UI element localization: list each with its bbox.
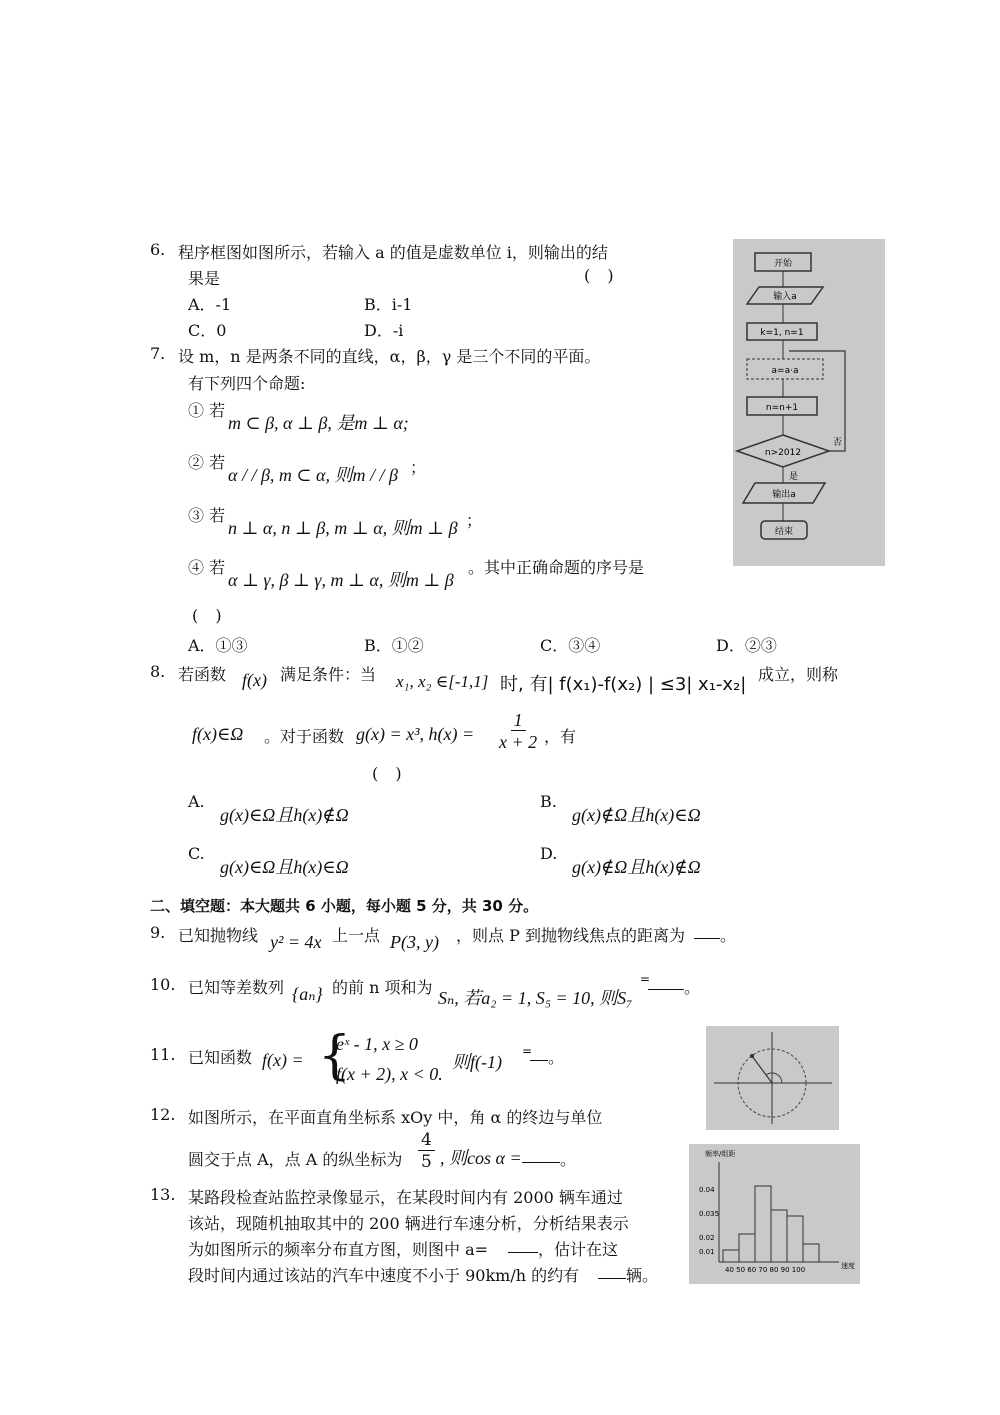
q7-prop4-expr: α ⊥ γ, β ⊥ γ, m ⊥ α, 则m ⊥ β (228, 570, 454, 590)
q7-prop3-end: ； (466, 511, 483, 530)
q11-equals: = (522, 1044, 533, 1058)
q13-line3a: 为如图所示的频率分布直方图，则图中 a= (188, 1240, 489, 1259)
q7-prop2-expr: α / / β, m ⊂ α, 则m / / β (228, 465, 398, 485)
flow-condition-label: n>2012 (764, 448, 802, 458)
q9-point: P(3, y) (390, 932, 439, 952)
q8-number: 8. (150, 662, 166, 681)
q8-functions: g(x) = x³, h(x) = (356, 724, 475, 744)
flow-end-label: 结束 (774, 527, 794, 537)
q13-line4b: 辆。 (626, 1266, 659, 1285)
q6-option-b: B．i-1 (364, 295, 413, 314)
q8-fx: f(x) (242, 670, 267, 690)
q8-text2: 满足条件：当 (280, 665, 377, 684)
q7-prop1-label: ① 若 (188, 401, 226, 420)
hist-bar-4 (771, 1210, 787, 1262)
q7-stem-line2: 有下列四个命题: (188, 374, 306, 393)
q6-option-d: D．-i (364, 321, 404, 340)
q10-answer-blank (648, 989, 684, 990)
q12-line1: 如图所示，在平面直角坐标系 xOy 中，角 α 的终边与单位 (188, 1108, 603, 1127)
q13-line4a: 段时间内通过该站的汽车中速度不小于 90km/h 的约有 (188, 1266, 580, 1285)
q6-option-a: A．-1 (188, 295, 232, 314)
q8-answer-paren: ( ) (372, 764, 408, 783)
q7-prop4-label: ④ 若 (188, 558, 226, 577)
q9-text-c: ，则点 P 到抛物线焦点的距离为 (456, 926, 685, 945)
q10-condition: Sₙ, 若a₂ = 1, S₅ = 10, 则S₇ (438, 988, 633, 1008)
q11-answer-blank (530, 1060, 548, 1061)
q13-line2: 该站，现随机抽取其中的 200 辆进行车速分析，分析结果表示 (188, 1214, 629, 1233)
flow-inc-label: n=n+1 (765, 403, 799, 413)
point-a (750, 1054, 754, 1058)
histogram-figure (689, 1144, 860, 1284)
q12-end: 。 (560, 1150, 577, 1169)
q8-option-d-expr: g(x)∉Ω且h(x)∉Ω (572, 857, 701, 877)
q7-answer-paren: ( ) (192, 606, 228, 625)
q8-option-c-label: C. (188, 844, 205, 863)
q6-option-c: C．0 (188, 321, 227, 340)
q10-equals: = (640, 972, 651, 986)
hist-bar-2 (739, 1234, 755, 1262)
hist-ytick-1: 0.04 (699, 1186, 715, 1194)
q6-stem-line2: 果是 (188, 269, 221, 288)
q12-fraction-denominator: 5 (421, 1152, 432, 1172)
hist-ytick-2: 0.035 (699, 1210, 720, 1218)
q12-line2a: 圆交于点 A，点 A 的纵坐标为 (188, 1150, 403, 1169)
flow-start-label: 开始 (773, 259, 793, 269)
q6-stem-line1: 程序框图如图所示，若输入 a 的值是虚数单位 i，则输出的结 (178, 243, 608, 262)
hist-ytick-3: 0.02 (699, 1234, 715, 1242)
q8-membership: f(x)∈Ω (192, 724, 244, 744)
q9-answer-blank (694, 938, 720, 939)
hist-bar-5 (787, 1216, 803, 1262)
q7-number: 7. (150, 344, 166, 363)
q11-case1: eˣ - 1, x ≥ 0 (336, 1034, 418, 1054)
flow-step-label: a=a·a (771, 366, 799, 376)
q11-text-a: 已知函数 (188, 1048, 253, 1067)
q7-prop2-end: ； (410, 458, 427, 477)
q10-text-b: 的前 n 项和为 (332, 978, 433, 997)
q8-text1: 若函数 (178, 665, 227, 684)
q6-answer-paren: ( ) (584, 266, 620, 285)
hist-ytick-4: 0.01 (699, 1248, 715, 1256)
q13-line1: 某路段检查站监控录像显示，在某段时间内有 2000 辆车通过 (188, 1188, 623, 1207)
flow-output-label: 输出a (772, 490, 796, 500)
q7-prop2-label: ② 若 (188, 453, 226, 472)
q9-end: 。 (720, 926, 737, 945)
q8-text5: 。对于函数 (264, 727, 345, 746)
q8-condition: x₁, x₂ ∈[-1,1] (396, 672, 489, 691)
hist-ylabel: 频率/组距 (705, 1150, 736, 1158)
terminal-side (752, 1056, 772, 1083)
q11-case2: f(x + 2), x < 0. (336, 1064, 443, 1084)
unit-circle-figure (706, 1026, 839, 1130)
q8-inequality: 时, 有| f(x₁)-f(x₂) | ≤3| x₁-x₂| (500, 674, 747, 695)
q11-number: 11. (150, 1045, 176, 1064)
q9-text-b: 上一点 (332, 926, 381, 945)
q8-option-a-expr: g(x)∈Ω且h(x)∉Ω (220, 805, 349, 825)
q10-sequence: {aₙ} (292, 984, 323, 1004)
q8-fraction (494, 710, 542, 753)
q8-text6: ，有 (544, 727, 577, 746)
q7-prop4-end: 。其中正确命题的序号是 (468, 558, 645, 577)
hist-xlabel: 速度 (841, 1262, 855, 1270)
flowchart-figure (733, 239, 885, 566)
q13-number: 13. (150, 1185, 176, 1204)
q8-text4: 成立，则称 (758, 665, 839, 684)
q6-number: 6. (150, 240, 166, 259)
q8-fraction-denominator: x + 2 (499, 732, 538, 752)
q8-fraction-numerator: 1 (511, 710, 526, 731)
q10-text-a: 已知等差数列 (188, 978, 285, 997)
q11-brace: { (318, 1026, 352, 1086)
q12-fraction-numerator: 4 (418, 1130, 435, 1151)
q7-stem-line1: 设 m，n 是两条不同的直线，α，β，γ 是三个不同的平面。 (178, 347, 601, 366)
q8-option-b-expr: g(x)∉Ω且h(x)∈Ω (572, 805, 701, 825)
q8-option-b-label: B. (540, 792, 557, 811)
q10-number: 10. (150, 975, 176, 994)
flow-input-label: 输入a (773, 292, 797, 302)
q7-prop3-label: ③ 若 (188, 506, 226, 525)
hist-bar-3 (755, 1186, 771, 1262)
hist-xticks: 40 50 60 70 80 90 100 (725, 1266, 806, 1274)
q10-end: 。 (684, 978, 701, 997)
q11-query: 则f(-1) (452, 1052, 502, 1072)
q8-option-c-expr: g(x)∈Ω且h(x)∈Ω (220, 857, 349, 877)
hist-bar-1 (723, 1250, 739, 1262)
q7-option-a: A．①③ (188, 636, 248, 655)
q11-fx: f(x) = (262, 1050, 304, 1070)
q9-text-a: 已知抛物线 (178, 926, 259, 945)
flow-yes-label: 是 (789, 472, 799, 482)
q12-cos: , 则cos α = (440, 1148, 522, 1168)
flow-init-label: k=1, n=1 (760, 328, 804, 338)
q12-fraction (416, 1130, 437, 1173)
q13-blank-a (508, 1252, 538, 1253)
q11-end: 。 (548, 1048, 565, 1067)
q7-prop3-expr: n ⊥ α, n ⊥ β, m ⊥ α, 则m ⊥ β (228, 518, 458, 538)
q12-number: 12. (150, 1105, 176, 1124)
q12-answer-blank (522, 1162, 560, 1163)
q13-blank-b (598, 1278, 626, 1279)
q9-number: 9. (150, 923, 166, 942)
q7-option-b: B．①② (364, 636, 424, 655)
q7-prop1-expr: m ⊂ β, α ⊥ β, 是m ⊥ α; (228, 413, 409, 433)
section-2-heading: 二、填空题：本大题共 6 小题，每小题 5 分，共 30 分。 (150, 897, 539, 915)
flow-no-label: 否 (833, 438, 843, 448)
q7-option-c: C．③④ (540, 636, 601, 655)
q8-option-a-label: A. (188, 792, 205, 811)
q13-line3b: ，估计在这 (538, 1240, 619, 1259)
hist-bar-6 (803, 1244, 819, 1262)
q7-option-d: D．②③ (716, 636, 777, 655)
q9-parabola: y² = 4x (270, 932, 322, 952)
q8-option-d-label: D. (540, 844, 558, 863)
